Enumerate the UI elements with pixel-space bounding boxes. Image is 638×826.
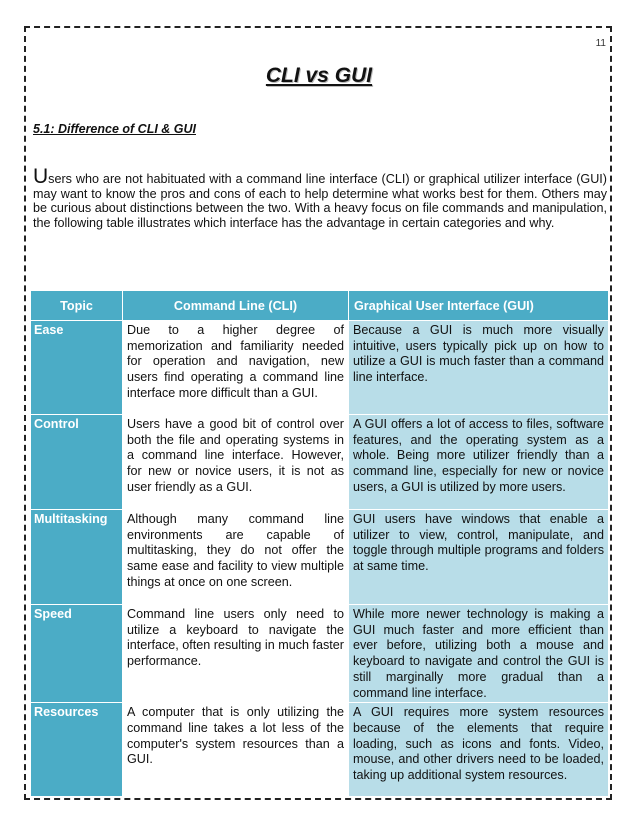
cli-cell: Although many command line environments are capable of multitasking, they do not offer the same ease and facility to view multiple things at once on one screen. xyxy=(123,510,349,605)
gui-cell: While more newer technology is making a GUI much faster and more efficient than ever before, utilizing both a mouse and keyboard to navigate and control the GUI is still marginally more gradual than a command line interface. xyxy=(349,605,609,703)
header-gui: Graphical User Interface (GUI) xyxy=(349,291,609,321)
cli-cell: Users have a good bit of control over both the file and operating systems in a command line interface. However, for new or novice users, it is not as user friendly as a GUI. xyxy=(123,415,349,510)
topic-cell: Speed xyxy=(31,605,123,703)
table-row xyxy=(31,703,609,797)
table-row xyxy=(31,415,609,510)
table-row xyxy=(31,321,609,415)
gui-cell: GUI users have windows that enable a utilizer to view, control, manipulate, and toggle through multiple programs and folders at same time. xyxy=(349,510,609,605)
gui-cell: A GUI requires more system resources because of the elements that require loading, such as icons and fonts. Video, mouse, and other drivers need to be loaded, taking up additional system resources. xyxy=(349,703,609,797)
gui-cell: A GUI offers a lot of access to files, software features, and the operating system as a whole. Being more utilizer friendly than a command line, especially for new or novice users, a GUI is utilized by more users. xyxy=(349,415,609,510)
intro-paragraph xyxy=(33,165,607,230)
topic-cell: Control xyxy=(31,415,123,510)
table-row xyxy=(31,510,609,605)
gui-cell: Because a GUI is much more visually intuitive, users typically pick up on how to utilize a GUI is much faster than a command line interface. xyxy=(349,321,609,415)
topic-cell: Ease xyxy=(31,321,123,415)
page-title: CLI vs GUI xyxy=(265,64,373,87)
header-topic: Topic xyxy=(31,291,123,321)
drop-cap: U xyxy=(33,165,49,188)
cli-cell: Command line users only need to utilize a keyboard to navigate the interface, often resulting in much faster performance. xyxy=(123,605,349,703)
header-cli: Command Line (CLI) xyxy=(123,291,349,321)
comparison-table-container xyxy=(30,290,608,797)
page-number: 11 xyxy=(595,38,606,49)
comparison-table xyxy=(30,290,609,797)
topic-cell: Multitasking xyxy=(31,510,123,605)
cli-cell: Due to a higher degree of memorization and familiarity needed for operation and navigation, new users find operating a command line interface more difficult than a GUI. xyxy=(123,321,349,415)
cli-cell: A computer that is only utilizing the command line takes a lot less of the computer's system resources than a GUI. xyxy=(123,703,349,797)
intro-text: sers who are not habituated with a command line interface (CLI) or graphical utilizer interface (GUI) may want to know the pros and cons of each to help determine what works best for them. Others may be curious about distinctions between the two. With a heavy focus on file commands and manipulation, the following table illustrates which interface has the advantage in certain categories and why. xyxy=(33,172,607,230)
section-heading: 5.1: Difference of CLI & GUI xyxy=(33,122,196,136)
table-row xyxy=(31,605,609,703)
table-header-row xyxy=(31,291,609,321)
topic-cell: Resources xyxy=(31,703,123,797)
